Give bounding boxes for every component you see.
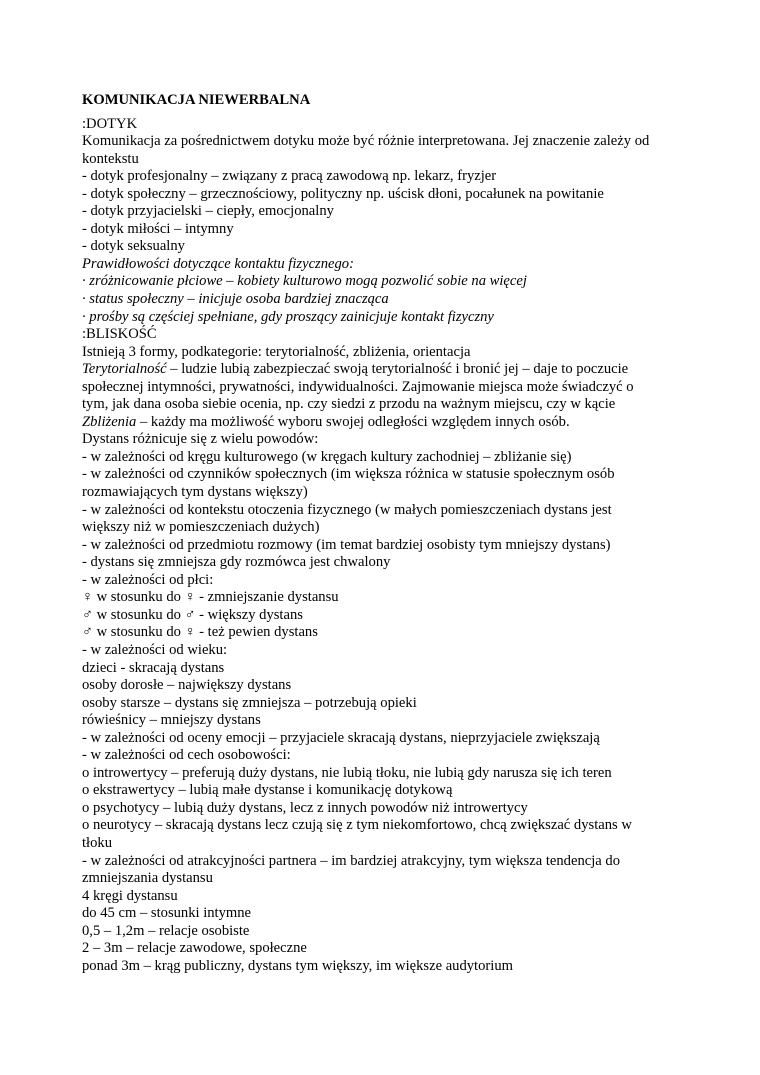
text-line: - w zależności od kręgu kulturowego (w kręgach kultury zachodniej – zbliżanie się) — [82, 448, 572, 465]
text-line: tym, jak dana osoba siebie ocenia, np. czy siedzi z przodu na ważnym miejscu, czy w kącie — [82, 396, 616, 413]
text-line: · status społeczny – inicjuje osoba bardziej znacząca — [82, 291, 389, 308]
text-line: - w zależności od wieku: — [82, 641, 228, 658]
text-line: ♀ w stosunku do ♀ - zmniejszanie dystansu — [82, 589, 339, 606]
text-line: 0,5 – 1,2m – relacje osobiste — [82, 922, 250, 939]
text-line: ♂ w stosunku do ♀ - też pewien dystans — [82, 624, 318, 641]
text-line: - w zależności od czynników społecznych (im większa różnica w statusie społecznym osób — [82, 466, 615, 483]
text-line: ponad 3m – krąg publiczny, dystans tym większy, im większe audytorium — [82, 957, 513, 974]
text-line: - w zależności od przedmiotu rozmowy (im temat bardziej osobisty tym mniejszy dystans) — [82, 536, 611, 553]
text-line: :BLISKOŚĆ — [82, 326, 157, 343]
text-line: - dystans się zmniejsza gdy rozmówca jest chwalony — [82, 554, 391, 571]
text-line: rówieśnicy – mniejszy dystans — [82, 712, 261, 729]
term-definition: – ludzie lubią zabezpieczać swoją terytorialność i bronić jej – daje to poczucie — [166, 361, 629, 378]
text-line: osoby starsze – dystans się zmniejsza – potrzebują opieki — [82, 694, 417, 711]
text-line: - dotyk społeczny – grzecznościowy, polityczny np. uścisk dłoni, pocałunek na powitanie — [82, 185, 604, 202]
text-line: · zróżnicowanie płciowe – kobiety kulturowo mogą pozwolić sobie na więcej — [82, 273, 527, 290]
text-line: o neurotycy – skracają dystans lecz czują się z tym niekomfortowo, chcą zwiększać dystans w — [82, 817, 632, 834]
text-line: społecznej intymności, prywatności, indywidualności. Zajmowanie miejsca może świadczyć o — [82, 378, 634, 395]
text-line: tłoku — [82, 834, 112, 851]
text-line — [82, 361, 690, 379]
text-line — [82, 414, 690, 432]
text-line: zmniejszania dystansu — [82, 870, 213, 887]
text-line: - dotyk seksualny — [82, 238, 185, 255]
text-line: - dotyk przyjacielski – ciepły, emocjonalny — [82, 203, 334, 220]
text-line: Prawidłowości dotyczące kontaktu fizycznego: — [82, 255, 354, 272]
text-line: - w zależności od cech osobowości: — [82, 747, 291, 764]
text-line: :DOTYK — [82, 115, 138, 132]
text-line: - dotyk profesjonalny – związany z pracą zawodową np. lekarz, fryzjer — [82, 168, 497, 185]
text-line: większy niż w pomieszczeniach dużych) — [82, 519, 320, 536]
text-line: 2 – 3m – relacje zawodowe, społeczne — [82, 940, 307, 957]
text-line: o psychotycy – lubią duży dystans, lecz z innych powodów niż introwertycy — [82, 799, 528, 816]
text-line: osoby dorosłe – największy dystans — [82, 677, 292, 694]
text-line: do 45 cm – stosunki intymne — [82, 905, 252, 922]
term-definition: – każdy ma możliwość wyboru swojej odległości względem innych osób. — [136, 413, 570, 430]
text-line: rozmawiających tym dystans większy) — [82, 484, 308, 501]
text-line: - w zależności od atrakcyjności partnera – im bardziej atrakcyjny, tym większa tendencja do — [82, 852, 620, 869]
text-line: o ekstrawertycy – lubią małe dystanse i komunikację dotykową — [82, 782, 453, 799]
text-line: Komunikacja za pośrednictwem dotyku może być różnie interpretowana. Jej znaczenie zależy od — [82, 133, 650, 150]
text-line: ♂ w stosunku do ♂ - większy dystans — [82, 606, 303, 623]
text-line: - dotyk miłości – intymny — [82, 220, 234, 237]
text-line: Istnieją 3 formy, podkategorie: terytorialność, zbliżenia, orientacja — [82, 343, 471, 360]
text-line: dzieci - skracają dystans — [82, 659, 225, 676]
text-line: - w zależności od oceny emocji – przyjaciele skracają dystans, nieprzyjaciele zwiększają — [82, 729, 600, 746]
text-line: Dystans różnicuje się z wielu powodów: — [82, 431, 319, 448]
text-line: - w zależności od płci: — [82, 571, 214, 588]
text-line: o introwertycy – preferują duży dystans, nie lubią tłoku, nie lubią gdy narusza się ich teren — [82, 764, 612, 781]
term-emphasis: Terytorialność — [82, 361, 167, 378]
text-line: kontekstu — [82, 150, 139, 167]
term-emphasis: Zbliżenia — [82, 413, 137, 430]
document-body — [82, 116, 690, 976]
text-line: · prośby są częściej spełniane, gdy proszący zainicjuje kontakt fizyczny — [82, 308, 494, 325]
text-line: 4 kręgi dystansu — [82, 887, 178, 904]
document-title: KOMUNIKACJA NIEWERBALNA — [82, 92, 311, 108]
text-line: - w zależności od kontekstu otoczenia fizycznego (w małych pomieszczeniach dystans jest — [82, 501, 612, 518]
